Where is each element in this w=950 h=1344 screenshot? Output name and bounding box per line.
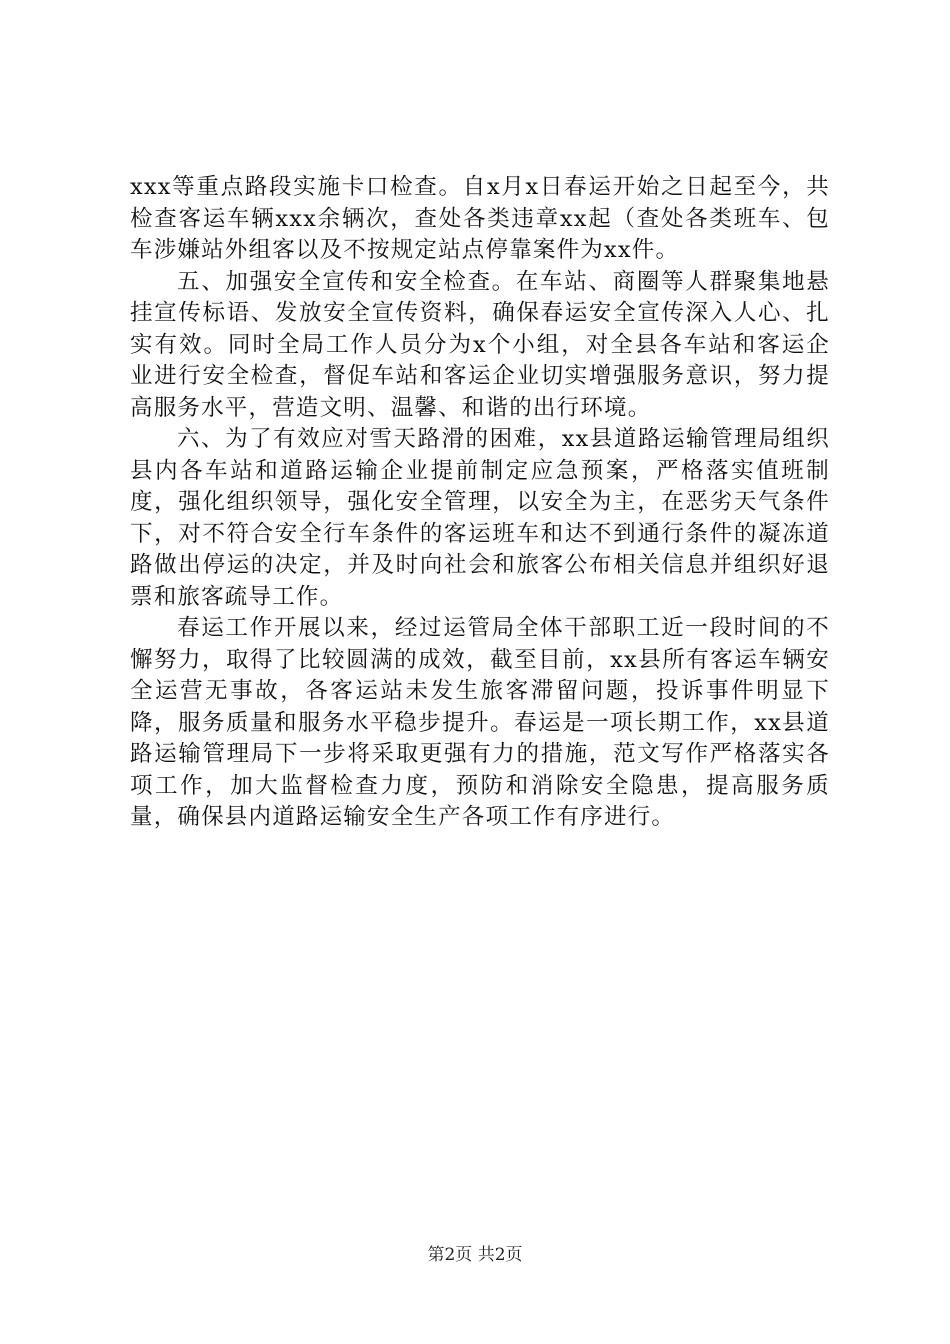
paragraph-summary: 春运工作开展以来，经过运管局全体干部职工近一段时间的不懈努力，取得了比较圆满的成效，截至目前，xx县所有客运车辆安全运营无事故，各客运站未发生旅客滞留问题，投诉事件明显下降，服务质量和服务水平稳步提升。春运是一项长期工作，xx县道路运输管理局下一步将采取更强有力的措施，范文写作严格落实各项工作，加大监督检查力度，预防和消除安全隐患，提高服务质量，确保县内道路运输安全生产各项工作有序进行。 [130,615,830,830]
page-number-footer: 第2页 共2页 [427,1245,523,1265]
paragraph-safety-publicity: 五、加强安全宣传和安全检查。在车站、商圈等人群聚集地悬挂宣传标语、发放安全宣传资料，确保春运安全宣传深入人心、扎实有效。同时全局工作人员分为x个小组，对全县各车站和客运企业进行安全检查，督促车站和客运企业切实增强服务意识，努力提高服务水平，营造文明、温馨、和谐的出行环境。 [130,268,830,421]
paragraph-snow-response: 六、为了有效应对雪天路滑的困难，xx县道路运输管理局组织县内各车站和道路运输企业提前制定应急预案，严格落实值班制度，强化组织领导，强化安全管理，以安全为主，在恶劣天气条件下，对不符合安全行车条件的客运班车和达不到通行条件的凝冻道路做出停运的决定，并及时向社会和旅客公布相关信息并组织好退票和旅客疏导工作。 [130,426,830,610]
paragraph-inspection-continued: xxx等重点路段实施卡口检查。自x月x日春运开始之日起至今，共检查客运车辆xxx余辆次，查处各类违章xx起（查处各类班车、包车涉嫌站外组客以及不按规定站点停靠案件为xx件。 [130,174,830,263]
document-body [130,172,830,834]
